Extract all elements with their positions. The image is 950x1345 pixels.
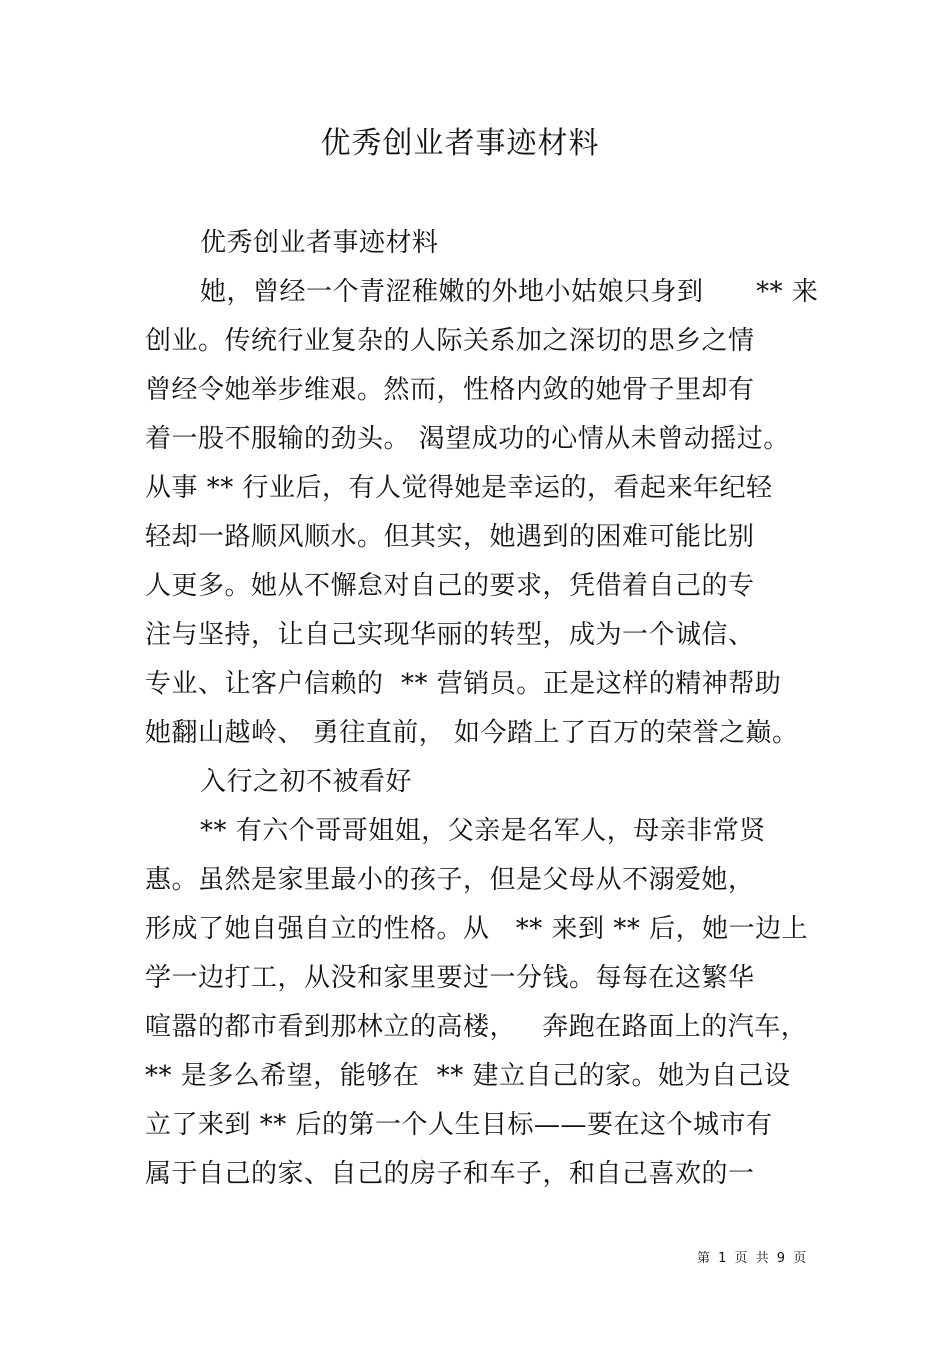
page-title: 优秀创业者事迹材料: [320, 126, 600, 161]
body-line: 属于自己的家、自己的房子和车子，和自己喜欢的一: [145, 1159, 755, 1189]
page-footer: 第 1 页 共 9 页: [697, 1251, 809, 1266]
body-line: 轻却一路顺风顺水。但其实，她遇到的困难可能比别: [145, 522, 755, 552]
body-line: 人更多。她从不懈怠对自己的要求，凭借着自己的专: [145, 571, 755, 601]
body-line: 学一边打工，从没和家里要过一分钱。每每在这繁华: [145, 963, 755, 993]
body-line: 曾经令她举步维艰。然而，性格内敛的她骨子里却有: [145, 375, 755, 405]
body-line: 立了来到 ** 后的第一个人生目标——要在这个城市有: [145, 1110, 773, 1140]
body-line: 从事 ** 行业后，有人觉得她是幸运的，看起来年纪轻: [145, 473, 773, 503]
body-line: 喧嚣的都市看到那林立的高楼， 奔跑在路面上的汽车，: [145, 1012, 808, 1042]
body-line: 她，曾经一个青涩稚嫩的外地小姑娘只身到 ** 来: [200, 277, 819, 307]
body-line: 她翻山越岭、 勇往直前， 如今踏上了百万的荣誉之巅。: [145, 718, 799, 748]
body-line: ** 是多么希望，能够在 ** 建立自己的家。她为自己设: [145, 1061, 791, 1091]
body-line: 优秀创业者事迹材料: [200, 228, 439, 258]
body-line: 形成了她自强自立的性格。从 ** 来到 ** 后，她一边上: [145, 914, 809, 944]
body-line: 注与坚持，让自己实现华丽的转型，成为一个诚信、: [145, 620, 755, 650]
body-line: ** 有六个哥哥姐姐，父亲是名军人，母亲非常贤: [200, 816, 766, 846]
body-line: 惠。虽然是家里最小的孩子，但是父母从不溺爱她，: [145, 865, 755, 895]
body-line: 着一股不服输的劲头。 渴望成功的心情从未曾动摇过。: [145, 424, 790, 454]
section-heading: 入行之初不被看好: [200, 767, 413, 797]
body-line: 专业、让客户信赖的 ** 营销员。正是这样的精神帮助: [145, 669, 782, 699]
body-line: 创业。传统行业复杂的人际关系加之深切的思乡之情: [145, 326, 755, 356]
